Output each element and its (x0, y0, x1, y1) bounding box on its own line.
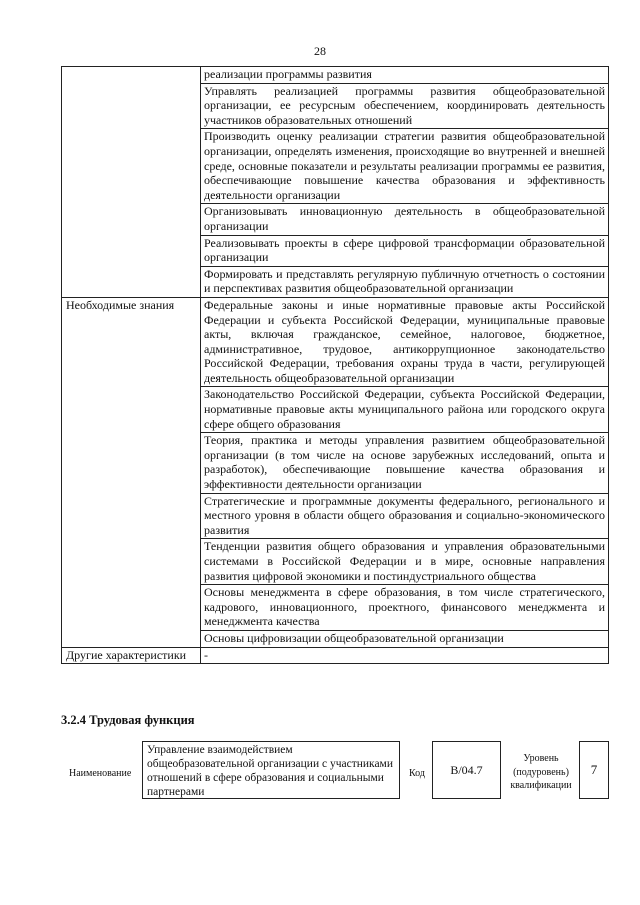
table-cell: Основы цифровизации общеобразовательной организации (201, 630, 609, 647)
table-cell: Управлять реализацией программы развития общеобразовательной организации, ее ресурсным обеспечением, координировать деятельность участников образовательных отношений (201, 83, 609, 129)
table-cell: Производить оценку реализации стратегии развития общеобразовательной организации, определять изменения, происходящие во внутренней и внешней среде, основные показатели и результаты реализации программы ее развития, обеспечивающие повышение качества образования и эффективность деятельности организации (201, 129, 609, 204)
table-cell: Федеральные законы и иные нормативные правовые акты Российской Федерации и субъекта Российской Федерации, муниципальные правовые акты, включая гражданское, семейное, налоговое, бюджетное, административное, трудовое, антикоррупционное законодательство Российской Федерации, требования охраны труда в части, регулирующей деятельность общеобразовательной организации (201, 297, 609, 387)
section-title: 3.2.4 Трудовая функция (61, 713, 195, 727)
level-label: Уровень (подуровень) квалификации (510, 753, 572, 791)
table-row (62, 647, 609, 664)
table-cell: Основы менеджмента в сфере образования, в том числе стратегического, кадрового, инновационного, проектного, финансового менеджмента и менеджмента качества (201, 585, 609, 631)
qualification-level-box: 7 (579, 741, 609, 799)
table-row (62, 297, 609, 387)
function-name-box: Управление взаимодействием общеобразовательной организации с участниками отношений в сфере образования и социальными партнерами (142, 741, 400, 799)
row-label-cell (62, 67, 201, 298)
name-label: Наименование (69, 768, 132, 779)
table-cell: Реализовывать проекты в сфере цифровой трансформации образовательной организации (201, 235, 609, 266)
table-cell: - (201, 647, 609, 664)
page-number: 28 (314, 44, 326, 58)
table-cell: Формировать и представлять регулярную публичную отчетность о состоянии и перспективах развития общеобразовательной организации (201, 266, 609, 297)
table-row (62, 67, 609, 84)
row-label-knowledge: Необходимые знания (62, 297, 201, 647)
table-cell: Стратегические и программные документы федерального, регионального и местного уровня в области общего образования и социально-экономического развития (201, 493, 609, 539)
table-cell: Организовывать инновационную деятельность в общеобразовательной организации (201, 204, 609, 235)
table-cell: Законодательство Российской Федерации, субъекта Российской Федерации, нормативные правовые акты муниципального района или городского округа сфере общего образования (201, 387, 609, 433)
function-code-box: B/04.7 (432, 741, 501, 799)
competency-table (61, 66, 609, 664)
table-cell: Тенденции развития общего образования и управления образовательными системами в Российской Федерации и в мире, основные направления развития цифровой экономики и постиндустриального общества (201, 539, 609, 585)
table-cell: Теория, практика и методы управления развитием общеобразовательной организации (в том числе на основе зарубежных исследований, опыта и разработок), обеспечивающие повышение качества образования и эффективности деятельности организации (201, 433, 609, 493)
table-cell: реализации программы развития (201, 67, 609, 84)
code-label: Код (409, 768, 425, 779)
row-label-other: Другие характеристики (62, 647, 201, 664)
